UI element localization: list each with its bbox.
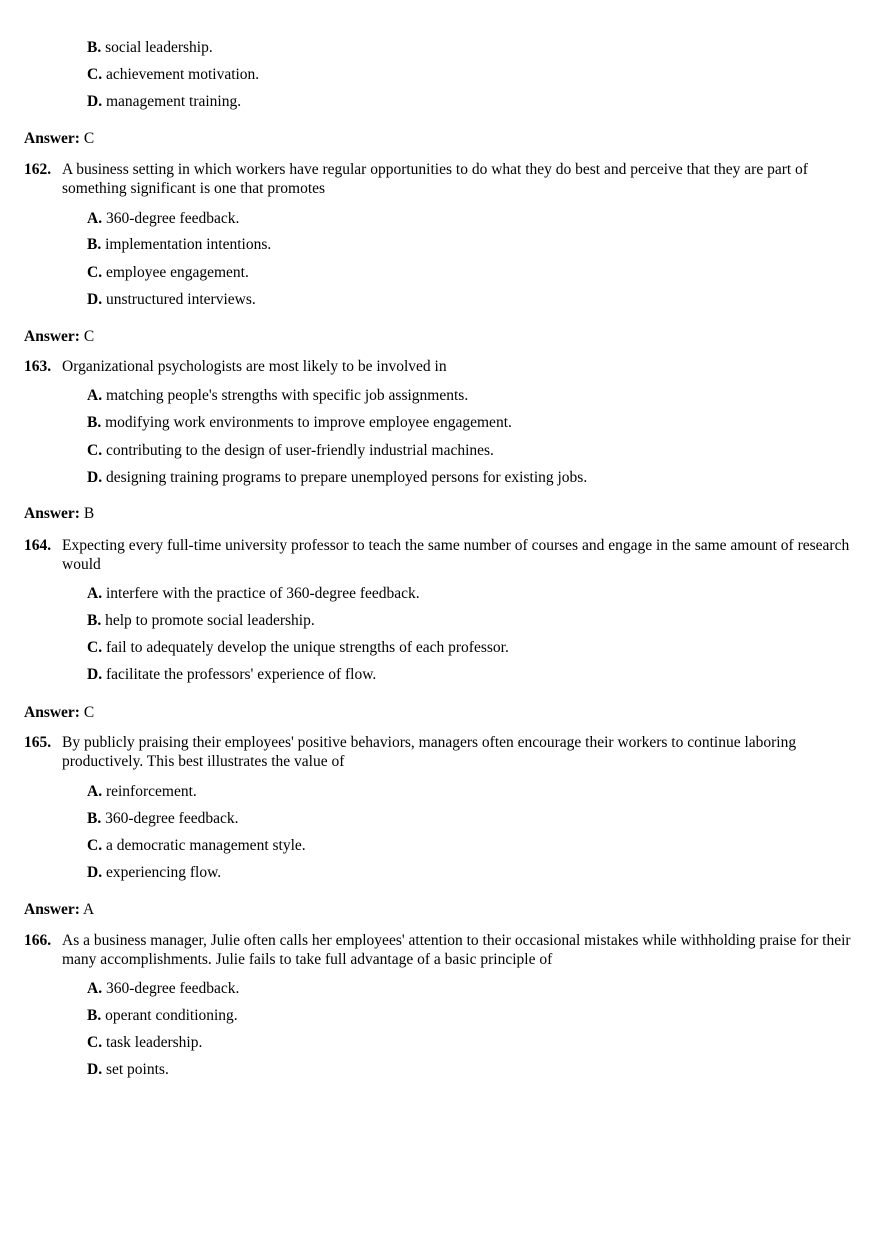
answer-value: C <box>83 130 95 147</box>
option-text: reinforcement. <box>105 783 197 800</box>
option-letter: B. <box>87 236 102 253</box>
question-162-option-a <box>87 209 239 228</box>
option-letter: B. <box>87 1007 102 1024</box>
question-165-option-a <box>87 782 197 801</box>
option-text: employee engagement. <box>105 264 249 281</box>
question-164-answer <box>24 703 94 722</box>
question-166-option-a <box>87 979 239 998</box>
option-text: facilitate the professors' experience of flow. <box>105 666 377 683</box>
answer-value: B <box>83 505 95 522</box>
option-letter: D. <box>87 666 103 683</box>
question-163-option-a <box>87 386 468 405</box>
option-letter: A. <box>87 585 103 602</box>
answer-label: Answer: <box>24 130 80 147</box>
question-165-option-c <box>87 836 306 855</box>
option-letter: D. <box>87 93 103 110</box>
option-letter: D. <box>87 1061 103 1078</box>
option-text: 360-degree feedback. <box>105 980 240 997</box>
option-letter: C. <box>87 1034 103 1051</box>
question-165-option-b <box>87 809 239 828</box>
question-number: 166. <box>24 932 52 949</box>
option-text: designing training programs to prepare unemployed persons for existing jobs. <box>105 469 588 486</box>
question-164-option-c <box>87 638 509 657</box>
option-letter: C. <box>87 639 103 656</box>
option-letter: A. <box>87 783 103 800</box>
prev-question-option-c <box>87 65 259 84</box>
option-text: operant conditioning. <box>105 1007 238 1024</box>
option-letter: B. <box>87 414 102 431</box>
option-letter: A. <box>87 210 103 227</box>
question-165 <box>24 733 854 771</box>
prev-question-answer <box>24 129 94 148</box>
question-text: By publicly praising their employees' positive behaviors, managers often encourage their workers to continue laboring productively. This best illustrates the value of <box>62 734 797 770</box>
option-text: fail to adequately develop the unique strengths of each professor. <box>105 639 509 656</box>
question-166-option-d <box>87 1060 169 1079</box>
option-text: unstructured interviews. <box>105 291 256 308</box>
option-text: help to promote social leadership. <box>105 612 315 629</box>
question-163 <box>24 357 854 376</box>
option-letter: D. <box>87 291 103 308</box>
option-text: matching people's strengths with specific job assignments. <box>105 387 469 404</box>
option-letter: B. <box>87 39 102 56</box>
question-162-option-c <box>87 263 249 282</box>
question-text: Expecting every full-time university professor to teach the same number of courses and engage in the same amount of research would <box>62 537 850 573</box>
option-letter: D. <box>87 864 103 881</box>
question-162-answer <box>24 327 94 346</box>
question-164 <box>24 536 854 574</box>
question-164-option-b <box>87 611 315 630</box>
prev-question-option-b <box>87 38 213 57</box>
question-163-option-d <box>87 468 587 487</box>
option-letter: D. <box>87 469 103 486</box>
question-163-option-c <box>87 441 494 460</box>
question-text: Organizational psychologists are most likely to be involved in <box>62 358 447 375</box>
answer-label: Answer: <box>24 328 80 345</box>
option-text: achievement motivation. <box>105 66 260 83</box>
question-text: As a business manager, Julie often calls her employees' attention to their occasional mistakes while withholding praise for their many accomplishments. Julie fails to take full advantage of a basic principle of <box>62 932 851 968</box>
option-text: implementation intentions. <box>105 236 272 253</box>
answer-value: A <box>83 901 95 918</box>
answer-label: Answer: <box>24 901 80 918</box>
option-letter: A. <box>87 980 103 997</box>
option-text: contributing to the design of user-friendly industrial machines. <box>105 442 494 459</box>
question-166-option-c <box>87 1033 202 1052</box>
option-letter: B. <box>87 612 102 629</box>
option-letter: A. <box>87 387 103 404</box>
option-letter: B. <box>87 810 102 827</box>
answer-value: C <box>83 328 95 345</box>
question-164-option-d <box>87 665 376 684</box>
question-number: 163. <box>24 358 52 375</box>
option-letter: C. <box>87 837 103 854</box>
question-text: A business setting in which workers have regular opportunities to do what they do best and perceive that they are part of something significant is one that promotes <box>62 161 808 197</box>
question-number: 164. <box>24 537 52 554</box>
question-163-answer <box>24 504 94 523</box>
option-text: social leadership. <box>105 39 213 56</box>
answer-value: C <box>83 704 95 721</box>
option-text: a democratic management style. <box>105 837 306 854</box>
question-number: 165. <box>24 734 52 751</box>
option-letter: C. <box>87 264 103 281</box>
option-text: modifying work environments to improve employee engagement. <box>105 414 512 431</box>
question-166 <box>24 931 854 969</box>
option-text: 360-degree feedback. <box>105 810 239 827</box>
question-162 <box>24 160 854 198</box>
option-text: interfere with the practice of 360-degree feedback. <box>105 585 420 602</box>
question-164-option-a <box>87 584 420 603</box>
question-165-answer <box>24 900 94 919</box>
option-text: 360-degree feedback. <box>105 210 240 227</box>
answer-label: Answer: <box>24 505 80 522</box>
question-165-option-d <box>87 863 221 882</box>
question-162-option-b <box>87 235 271 254</box>
question-166-option-b <box>87 1006 238 1025</box>
prev-question-option-d <box>87 92 241 111</box>
option-text: management training. <box>105 93 242 110</box>
option-text: set points. <box>105 1061 169 1078</box>
option-letter: C. <box>87 66 103 83</box>
question-163-option-b <box>87 413 512 432</box>
answer-label: Answer: <box>24 704 80 721</box>
option-letter: C. <box>87 442 103 459</box>
option-text: task leadership. <box>105 1034 203 1051</box>
question-162-option-d <box>87 290 256 309</box>
option-text: experiencing flow. <box>105 864 222 881</box>
question-number: 162. <box>24 161 52 178</box>
